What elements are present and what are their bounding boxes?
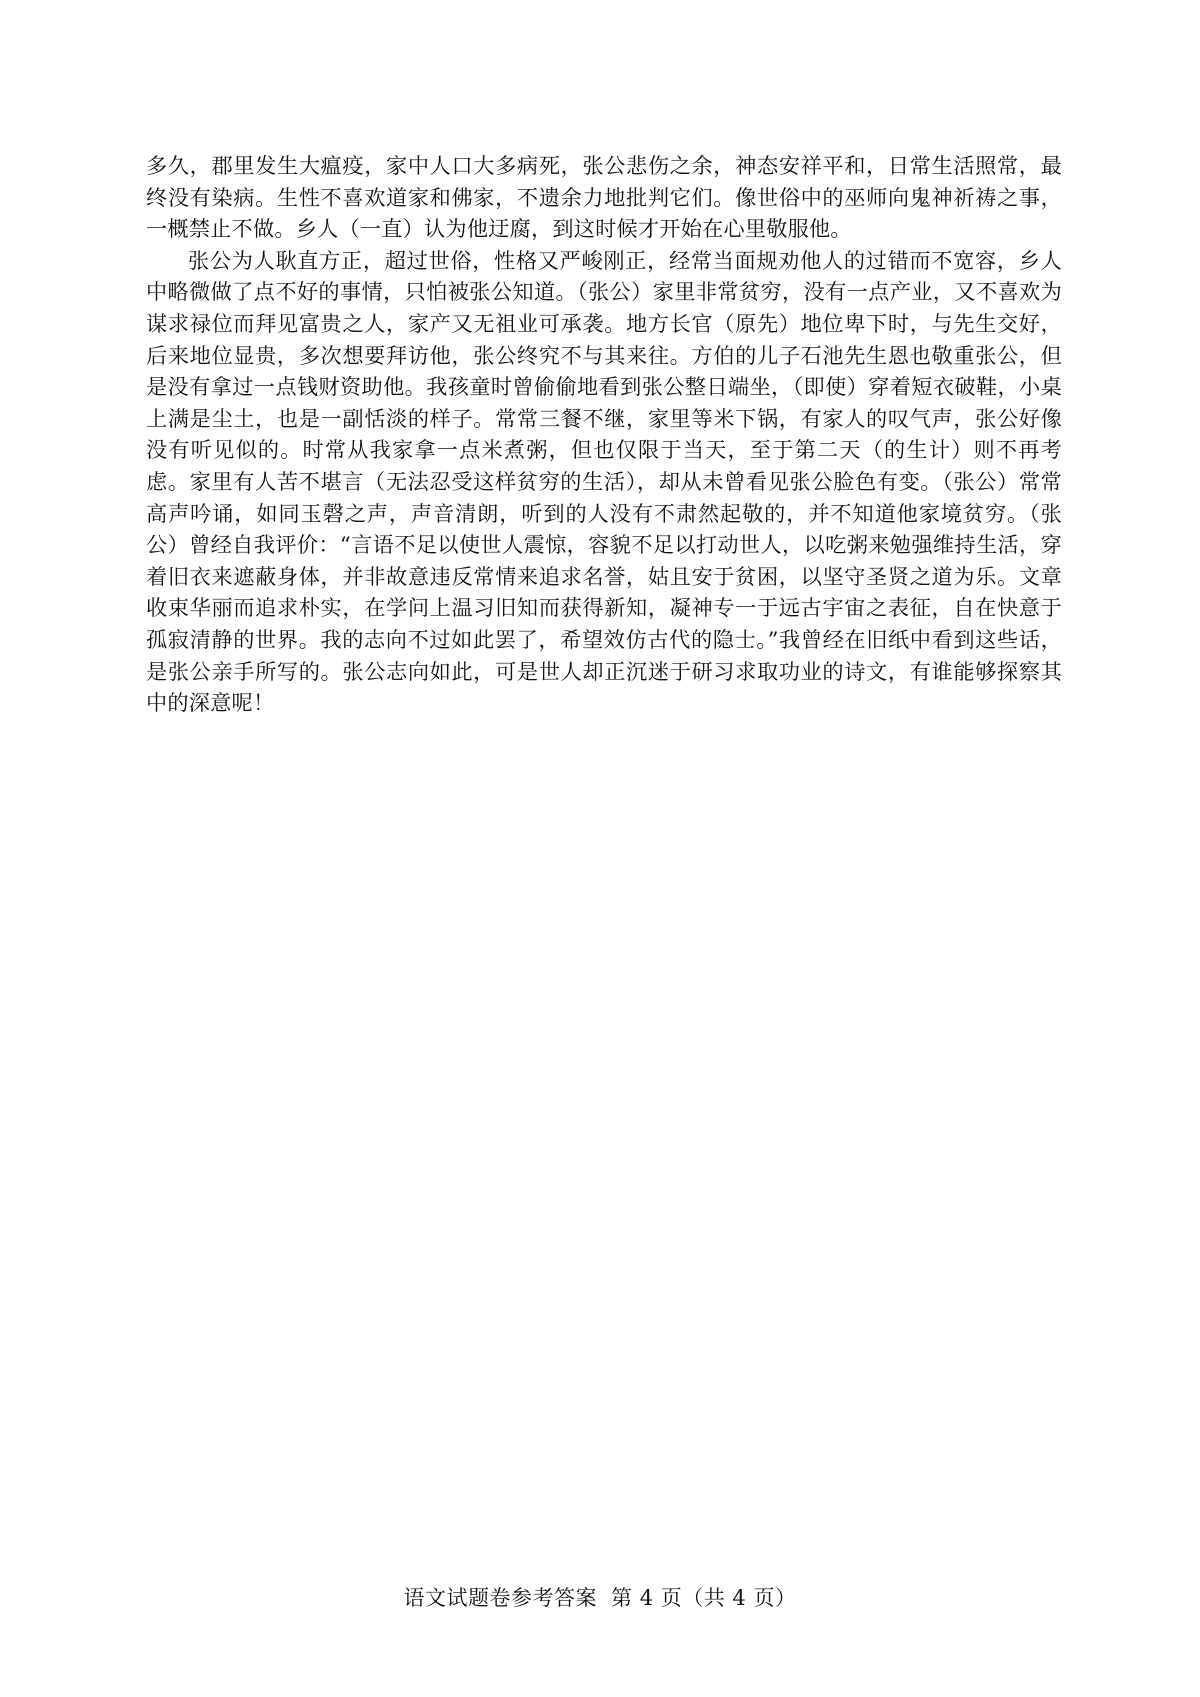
footer-page-number: 第 4 页（共 4 页） xyxy=(611,1586,797,1610)
paragraph-zhang-gong: 张公为人耿直方正，超过世俗，性格又严峻刚正，经常当面规劝他人的过错而不宽容，乡人中略微做了点不好的事情，只怕被张公知道。（张公）家里非常贫穷，没有一点产业，又不喜欢为谋求禄位而拜见富贵之人，家产又无祖业可承袭。地方长官（原先）地位卑下时，与先生交好，后来地位显贵，多次想要拜访他，张公终究不与其来往。方伯的儿子石池先生恩也敬重张公，但是没有拿过一点钱财资助他。我孩童时曾偷偷地看到张公整日端坐，（即使）穿着短衣破鞋，小桌上满是尘土，也是一副恬淡的样子。常常三餐不继，家里等米下锅，有家人的叹气声，张公好像没有听见似的。时常从我家拿一点米煮粥，但也仅限于当天，至于第二天（的生计）则不再考虑。家里有人苦不堪言（无法忍受这样贫穷的生活），却从未曾看见张公脸色有变。（张公）常常高声吟诵，如同玉磬之声，声音清朗，听到的人没有不肃然起敬的，并不知道他家境贫穷。（张公）曾经自我评价：“言语不足以使世人震惊，容貌不足以打动世人，以吃粥来勉强维持生活，穿着旧衣来遮蔽身体，并非故意违反常情来追求名誉，姑且安于贫困，以坚守圣贤之道为乐。文章收束华丽而追求朴实，在学问上温习旧知而获得新知，凝神专一于远古宇宙之表征，自在快意于孤寂清静的世界。我的志向不过如此罢了，希望效仿古代的隐士。”我曾经在旧纸中看到这些话，是张公亲手所写的。张公志向如此，可是世人却正沉迷于研习求取功业的诗文，有谁能够探察其中的深意呢！ xyxy=(146,247,1062,716)
page-footer xyxy=(0,1584,1200,1612)
paragraph-continuation: 多久，郡里发生大瘟疫，家中人口大多病死，张公悲伤之余，神态安祥平和，日常生活照常，最终没有染病。生性不喜欢道家和佛家，不遗余力地批判它们。像世俗中的巫师向鬼神祈祷之事，一概禁止不做。乡人（一直）认为他迂腐，到这时候才开始在心里敬服他。 xyxy=(146,153,1062,242)
footer-title: 语文试题卷参考答案 xyxy=(403,1586,598,1610)
answer-text-body xyxy=(146,150,1062,719)
